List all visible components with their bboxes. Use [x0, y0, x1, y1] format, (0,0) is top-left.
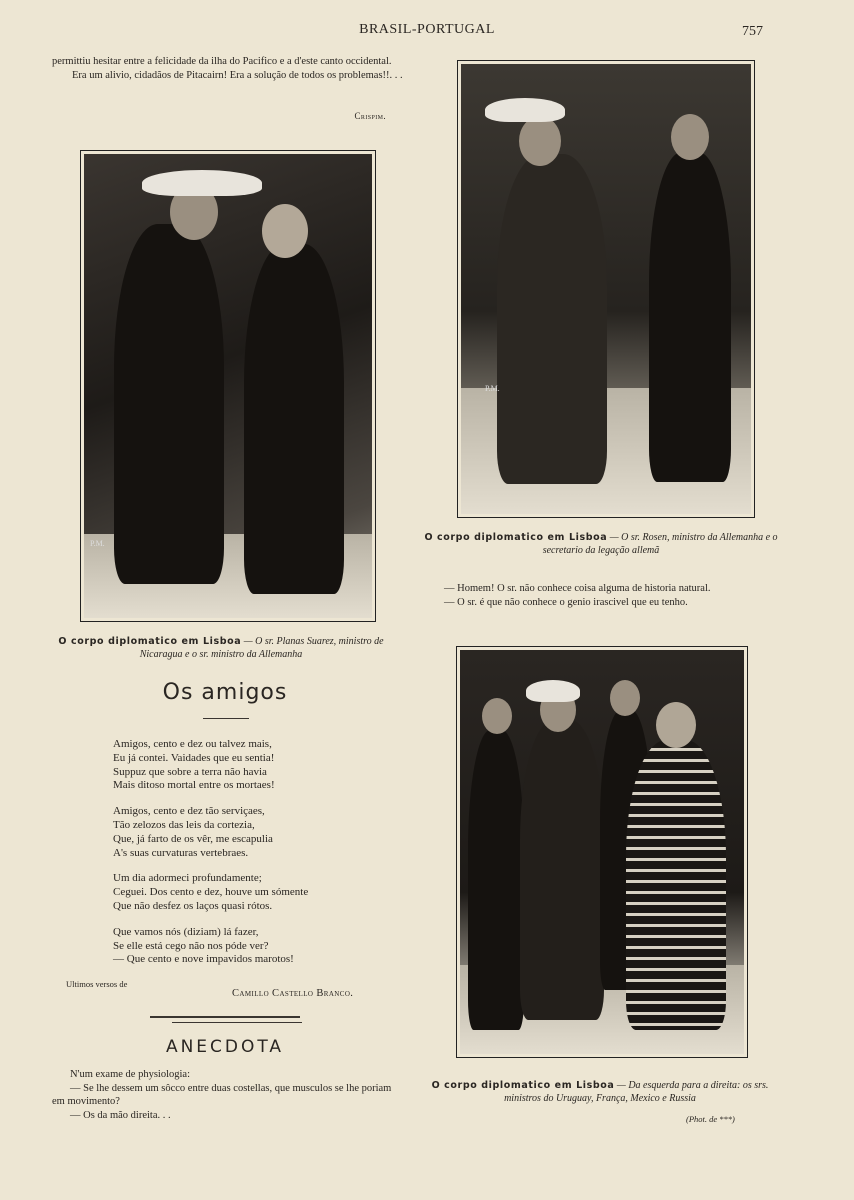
poem-note: Ultimos versos de — [66, 979, 128, 989]
anecdota-line: — Os da mão direita. . . — [70, 1109, 171, 1121]
dialog-line: — O sr. é que não conhece o genio irascivel que eu tenho. — [444, 596, 688, 608]
caption-text: — O sr. Planas Suarez, ministro de Nicaragua e o sr. ministro da Allemanha — [139, 636, 384, 660]
poem-line: Ceguei. Dos cento e dez, houve um sómente — [113, 886, 309, 899]
photo2-caption — [420, 531, 782, 557]
poem-line: Que, já farto de os vêr, me escapulia — [113, 832, 273, 845]
anecdota-rule-bottom — [172, 1022, 302, 1023]
caption-title: O corpo diplomatico em Lisboa — [431, 1080, 615, 1091]
intro-paragraph: permittiu hesitar entre a felicidade da ilha do Pacifico e a d'este canto occidental. — [52, 56, 392, 67]
photo-rosen-secretary — [457, 60, 755, 518]
poem-line: Se elle está cego não nos póde ver? — [113, 939, 269, 952]
caption-title: O corpo diplomatico em Lisboa — [424, 532, 608, 543]
photo1-caption — [48, 635, 394, 661]
poem-line: — Que cento e nove impavidos marotos! — [113, 953, 294, 966]
caption-text: — O sr. Rosen, ministro da Allemanha e o secretario da legação allemã — [542, 532, 778, 556]
intro-signature: Crispim. — [354, 111, 386, 121]
caption-title: O corpo diplomatico em Lisboa — [58, 636, 242, 647]
anecdota-line: N'um exame de physiologia: — [70, 1069, 190, 1080]
poem-author: Camillo Castello Branco. — [232, 988, 354, 999]
poem-title: Os amigos — [162, 680, 288, 705]
poem-body — [113, 738, 353, 979]
dialog-natural-history — [444, 582, 784, 609]
poem-stanza — [113, 805, 353, 860]
anecdota-text — [52, 1068, 406, 1122]
poem-stanza — [113, 872, 353, 913]
photo-nicaragua-germany — [80, 150, 376, 622]
page-header: BRASIL-PORTUGAL — [359, 22, 495, 37]
anecdota-line: — Se lhe dessem um sôcco entre duas costellas, que musculos se lhe poriam em movimento? — [52, 1082, 392, 1107]
poem-line: Mais ditoso mortal entre os mortaes! — [113, 779, 275, 792]
poem-line: Um dia adormeci profundamente; — [113, 872, 262, 885]
anecdota-title: ANECDOTA — [165, 1037, 285, 1057]
page-number: 757 — [742, 24, 763, 39]
anecdota-rule-top — [150, 1016, 300, 1018]
caption-text: — Da esquerda para a direita: os srs. ministros do Uruguay, França, Mexico e Russia — [504, 1080, 769, 1104]
poem-line: Amigos, cento e dez tão serviçaes, — [113, 805, 265, 818]
poem-stanza — [113, 738, 353, 793]
photo-image — [461, 64, 751, 514]
intro-text — [52, 55, 408, 82]
poem-line: A's suas curvaturas vertebraes. — [113, 846, 249, 859]
poem-line: Eu já contei. Vaidades que eu sentia! — [113, 751, 275, 764]
photo-credit: (Phot. de ***) — [686, 1114, 735, 1124]
poem-line: Suppuz que sobre a terra não havia — [113, 765, 267, 778]
poem-line: Que vamos nós (diziam) lá fazer, — [113, 925, 259, 938]
photo-image — [84, 154, 372, 618]
photo-monogram: P.M. — [90, 539, 105, 548]
dialog-line: — Homem! O sr. não conhece coisa alguma de historia natural. — [444, 583, 711, 594]
intro-paragraph: Era um alivio, cidadãos de Pitacairn! Era a solução de todos os problemas!!. . . — [72, 69, 403, 81]
photo-four-ministers — [456, 646, 748, 1058]
poem-stanza — [113, 926, 353, 967]
poem-line: Amigos, cento e dez ou talvez mais, — [113, 738, 272, 750]
poem-line: Que não desfez os laços quasi rótos. — [113, 899, 273, 912]
poem-title-rule — [203, 718, 249, 719]
photo3-caption — [420, 1079, 780, 1105]
photo-monogram: P.M. — [485, 384, 500, 393]
poem-line: Tão zelozos das leis da cortezia, — [113, 818, 255, 831]
photo-image — [460, 650, 744, 1054]
